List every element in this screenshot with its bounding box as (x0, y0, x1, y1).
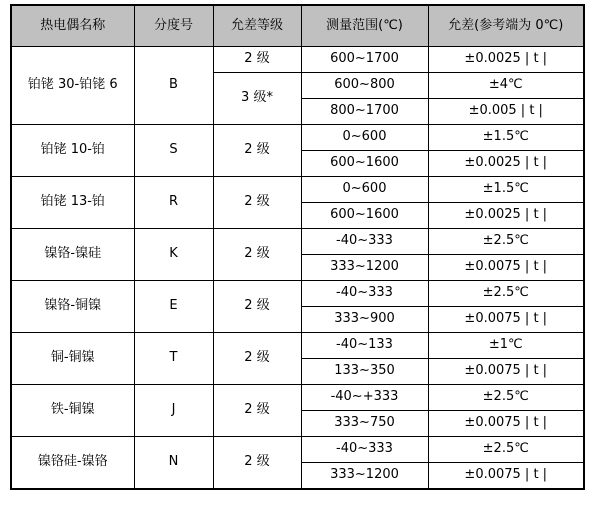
table-row (11, 333, 584, 359)
column-header-tolerance-grade: 允差等级 (213, 5, 301, 47)
range-cell: 333~900 (301, 307, 428, 333)
grade-cell: 3 级* (213, 73, 301, 125)
code-cell: B (134, 47, 213, 125)
grade-cell: 2 级 (213, 333, 301, 385)
thermocouple-name-cell: 镍铬-铜镍 (11, 281, 134, 333)
tolerance-cell: ±0.0075 | t | (428, 255, 584, 281)
thermocouple-name-cell: 铜-铜镍 (11, 333, 134, 385)
range-cell: 600~800 (301, 73, 428, 99)
tolerance-cell: ±2.5℃ (428, 385, 584, 411)
code-cell: K (134, 229, 213, 281)
column-header-code: 分度号 (134, 5, 213, 47)
table-row (11, 385, 584, 411)
thermocouple-name-cell: 铂铑 30-铂铑 6 (11, 47, 134, 125)
range-cell: -40~133 (301, 333, 428, 359)
column-header-measure-range: 测量范围(℃) (301, 5, 428, 47)
range-cell: -40~+333 (301, 385, 428, 411)
tolerance-cell: ±2.5℃ (428, 281, 584, 307)
range-cell: 0~600 (301, 177, 428, 203)
table-header-row (11, 5, 584, 47)
range-cell: 333~1200 (301, 463, 428, 490)
tolerance-cell: ±0.005 | t | (428, 99, 584, 125)
range-cell: 0~600 (301, 125, 428, 151)
tolerance-cell: ±1.5℃ (428, 125, 584, 151)
grade-cell: 2 级 (213, 281, 301, 333)
tolerance-cell: ±0.0075 | t | (428, 359, 584, 385)
tolerance-cell: ±0.0025 | t | (428, 151, 584, 177)
table-row (11, 47, 584, 73)
table-row (11, 125, 584, 151)
range-cell: -40~333 (301, 229, 428, 255)
grade-cell: 2 级 (213, 177, 301, 229)
thermocouple-name-cell: 铂铑 13-铂 (11, 177, 134, 229)
range-cell: 133~350 (301, 359, 428, 385)
grade-cell: 2 级 (213, 229, 301, 281)
code-cell: J (134, 385, 213, 437)
range-cell: 333~1200 (301, 255, 428, 281)
range-cell: 600~1600 (301, 203, 428, 229)
tolerance-cell: ±0.0075 | t | (428, 463, 584, 490)
tolerance-cell: ±1℃ (428, 333, 584, 359)
tolerance-cell: ±1.5℃ (428, 177, 584, 203)
code-cell: N (134, 437, 213, 490)
table-row (11, 437, 584, 463)
tolerance-cell: ±0.0025 | t | (428, 47, 584, 73)
code-cell: S (134, 125, 213, 177)
range-cell: -40~333 (301, 281, 428, 307)
grade-cell: 2 级 (213, 125, 301, 177)
thermocouple-name-cell: 镍铬硅-镍铬 (11, 437, 134, 490)
thermocouple-name-cell: 铂铑 10-铂 (11, 125, 134, 177)
thermocouple-name-cell: 铁-铜镍 (11, 385, 134, 437)
thermocouple-tolerance-table (10, 4, 585, 490)
code-cell: R (134, 177, 213, 229)
grade-cell: 2 级 (213, 437, 301, 490)
range-cell: 333~750 (301, 411, 428, 437)
table-row (11, 177, 584, 203)
grade-cell: 2 级 (213, 47, 301, 73)
tolerance-cell: ±0.0025 | t | (428, 203, 584, 229)
range-cell: 600~1700 (301, 47, 428, 73)
table-row (11, 229, 584, 255)
column-header-thermocouple-name: 热电偶名称 (11, 5, 134, 47)
tolerance-cell: ±4℃ (428, 73, 584, 99)
tolerance-cell: ±2.5℃ (428, 437, 584, 463)
tolerance-cell: ±2.5℃ (428, 229, 584, 255)
code-cell: E (134, 281, 213, 333)
tolerance-cell: ±0.0075 | t | (428, 307, 584, 333)
range-cell: 600~1600 (301, 151, 428, 177)
range-cell: -40~333 (301, 437, 428, 463)
thermocouple-name-cell: 镍铬-镍硅 (11, 229, 134, 281)
range-cell: 800~1700 (301, 99, 428, 125)
code-cell: T (134, 333, 213, 385)
column-header-tolerance: 允差(参考端为 0℃) (428, 5, 584, 47)
tolerance-cell: ±0.0075 | t | (428, 411, 584, 437)
table-row (11, 281, 584, 307)
grade-cell: 2 级 (213, 385, 301, 437)
